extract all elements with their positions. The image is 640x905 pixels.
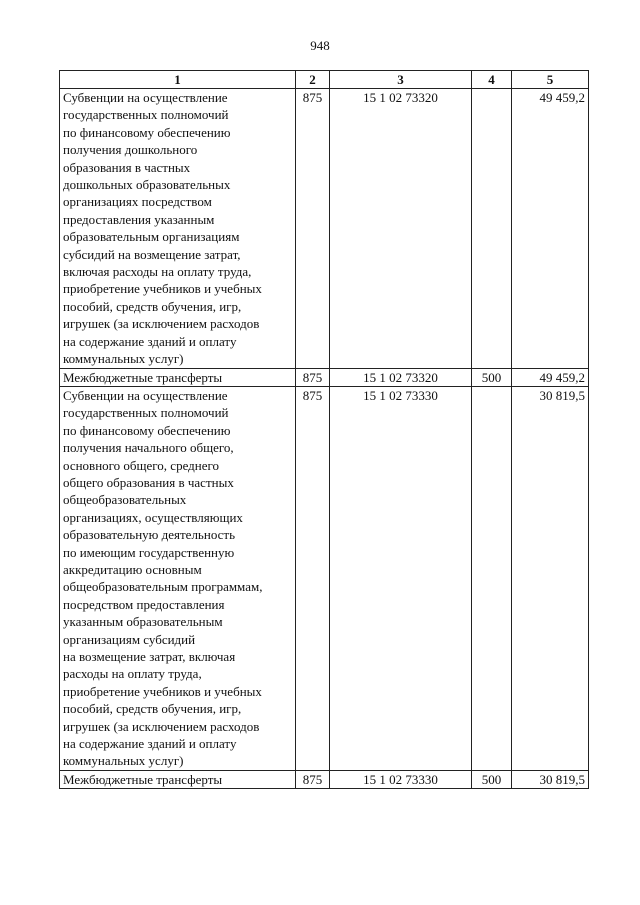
description-line: общеобразовательных (63, 492, 187, 508)
expense-type-code (472, 89, 512, 369)
ministry-code: 875 (296, 368, 330, 386)
description-line: на содержание зданий и оплату (63, 736, 237, 752)
description-line: по финансовому обеспечению (63, 422, 231, 438)
description-line: основного общего, среднего (63, 457, 220, 473)
description-line: пособий, средств обучения, игр, (63, 701, 242, 717)
target-article-code: 15 1 02 73330 (330, 770, 472, 788)
description-line: государственных полномочий (63, 405, 229, 421)
budget-table (59, 70, 589, 789)
description-line: образовательным организациям (63, 229, 240, 245)
description-line: предоставления указанным (63, 211, 215, 227)
description-line: Межбюджетные трансферты (63, 369, 223, 385)
description-line: организациям субсидий (63, 631, 196, 647)
table-row (60, 386, 589, 770)
description-line: организациях посредством (63, 194, 212, 210)
expense-type-code: 500 (472, 770, 512, 788)
row-description (60, 368, 296, 386)
description-line: расходы на оплату труда, (63, 666, 202, 682)
description-line: организациях, осуществляющих (63, 509, 243, 525)
ministry-code: 875 (296, 386, 330, 770)
header-col-5: 5 (512, 71, 589, 89)
description-line: дошкольных образовательных (63, 177, 231, 193)
header-col-3: 3 (330, 71, 472, 89)
description-line: Субвенции на осуществление (63, 387, 228, 403)
description-line: Межбюджетные трансферты (63, 771, 223, 787)
description-line: на содержание зданий и оплату (63, 333, 237, 349)
amount: 49 459,2 (512, 89, 589, 369)
row-description (60, 89, 296, 369)
target-article-code: 15 1 02 73320 (330, 368, 472, 386)
row-description (60, 386, 296, 770)
ministry-code: 875 (296, 770, 330, 788)
table-body (60, 89, 589, 789)
description-line: Субвенции на осуществление (63, 90, 228, 105)
table-header-row (60, 71, 589, 89)
table-row (60, 368, 589, 386)
table-row (60, 89, 589, 369)
target-article-code: 15 1 02 73330 (330, 386, 472, 770)
description-line: приобретение учебников и учебных (63, 683, 262, 699)
row-description (60, 770, 296, 788)
description-line: общего образования в частных (63, 474, 234, 490)
description-line: коммунальных услуг) (63, 351, 184, 367)
page-number: 948 (310, 38, 330, 53)
table-row (60, 770, 589, 788)
description-line: по имеющим государственную (63, 544, 235, 560)
description-line: государственных полномочий (63, 107, 229, 123)
expense-type-code: 500 (472, 368, 512, 386)
description-line: приобретение учебников и учебных (63, 281, 262, 297)
amount: 49 459,2 (512, 368, 589, 386)
description-line: на возмещение затрат, включая (63, 649, 236, 664)
amount: 30 819,5 (512, 770, 589, 788)
amount: 30 819,5 (512, 386, 589, 770)
description-line: пособий, средств обучения, игр, (63, 298, 242, 314)
header-col-4: 4 (472, 71, 512, 89)
description-line: получения начального общего, (63, 440, 234, 456)
description-line: коммунальных услуг) (63, 753, 184, 769)
header-col-1: 1 (60, 71, 296, 89)
description-line: образования в частных (63, 159, 191, 175)
header-col-2: 2 (296, 71, 330, 89)
description-line: по финансовому обеспечению (63, 124, 231, 140)
description-line: игрушек (за исключением расходов (63, 316, 260, 332)
description-line: аккредитацию основным (63, 561, 202, 577)
target-article-code: 15 1 02 73320 (330, 89, 472, 369)
ministry-code: 875 (296, 89, 330, 369)
expense-type-code (472, 386, 512, 770)
description-line: образовательную деятельность (63, 527, 236, 543)
description-line: включая расходы на оплату труда, (63, 264, 252, 280)
description-line: получения дошкольного (63, 142, 198, 158)
description-line: субсидий на возмещение затрат, (63, 246, 241, 262)
description-line: игрушек (за исключением расходов (63, 718, 260, 734)
description-line: посредством предоставления (63, 596, 225, 612)
description-line: указанным образовательным (63, 614, 223, 630)
description-line: общеобразовательным программам, (63, 579, 263, 595)
